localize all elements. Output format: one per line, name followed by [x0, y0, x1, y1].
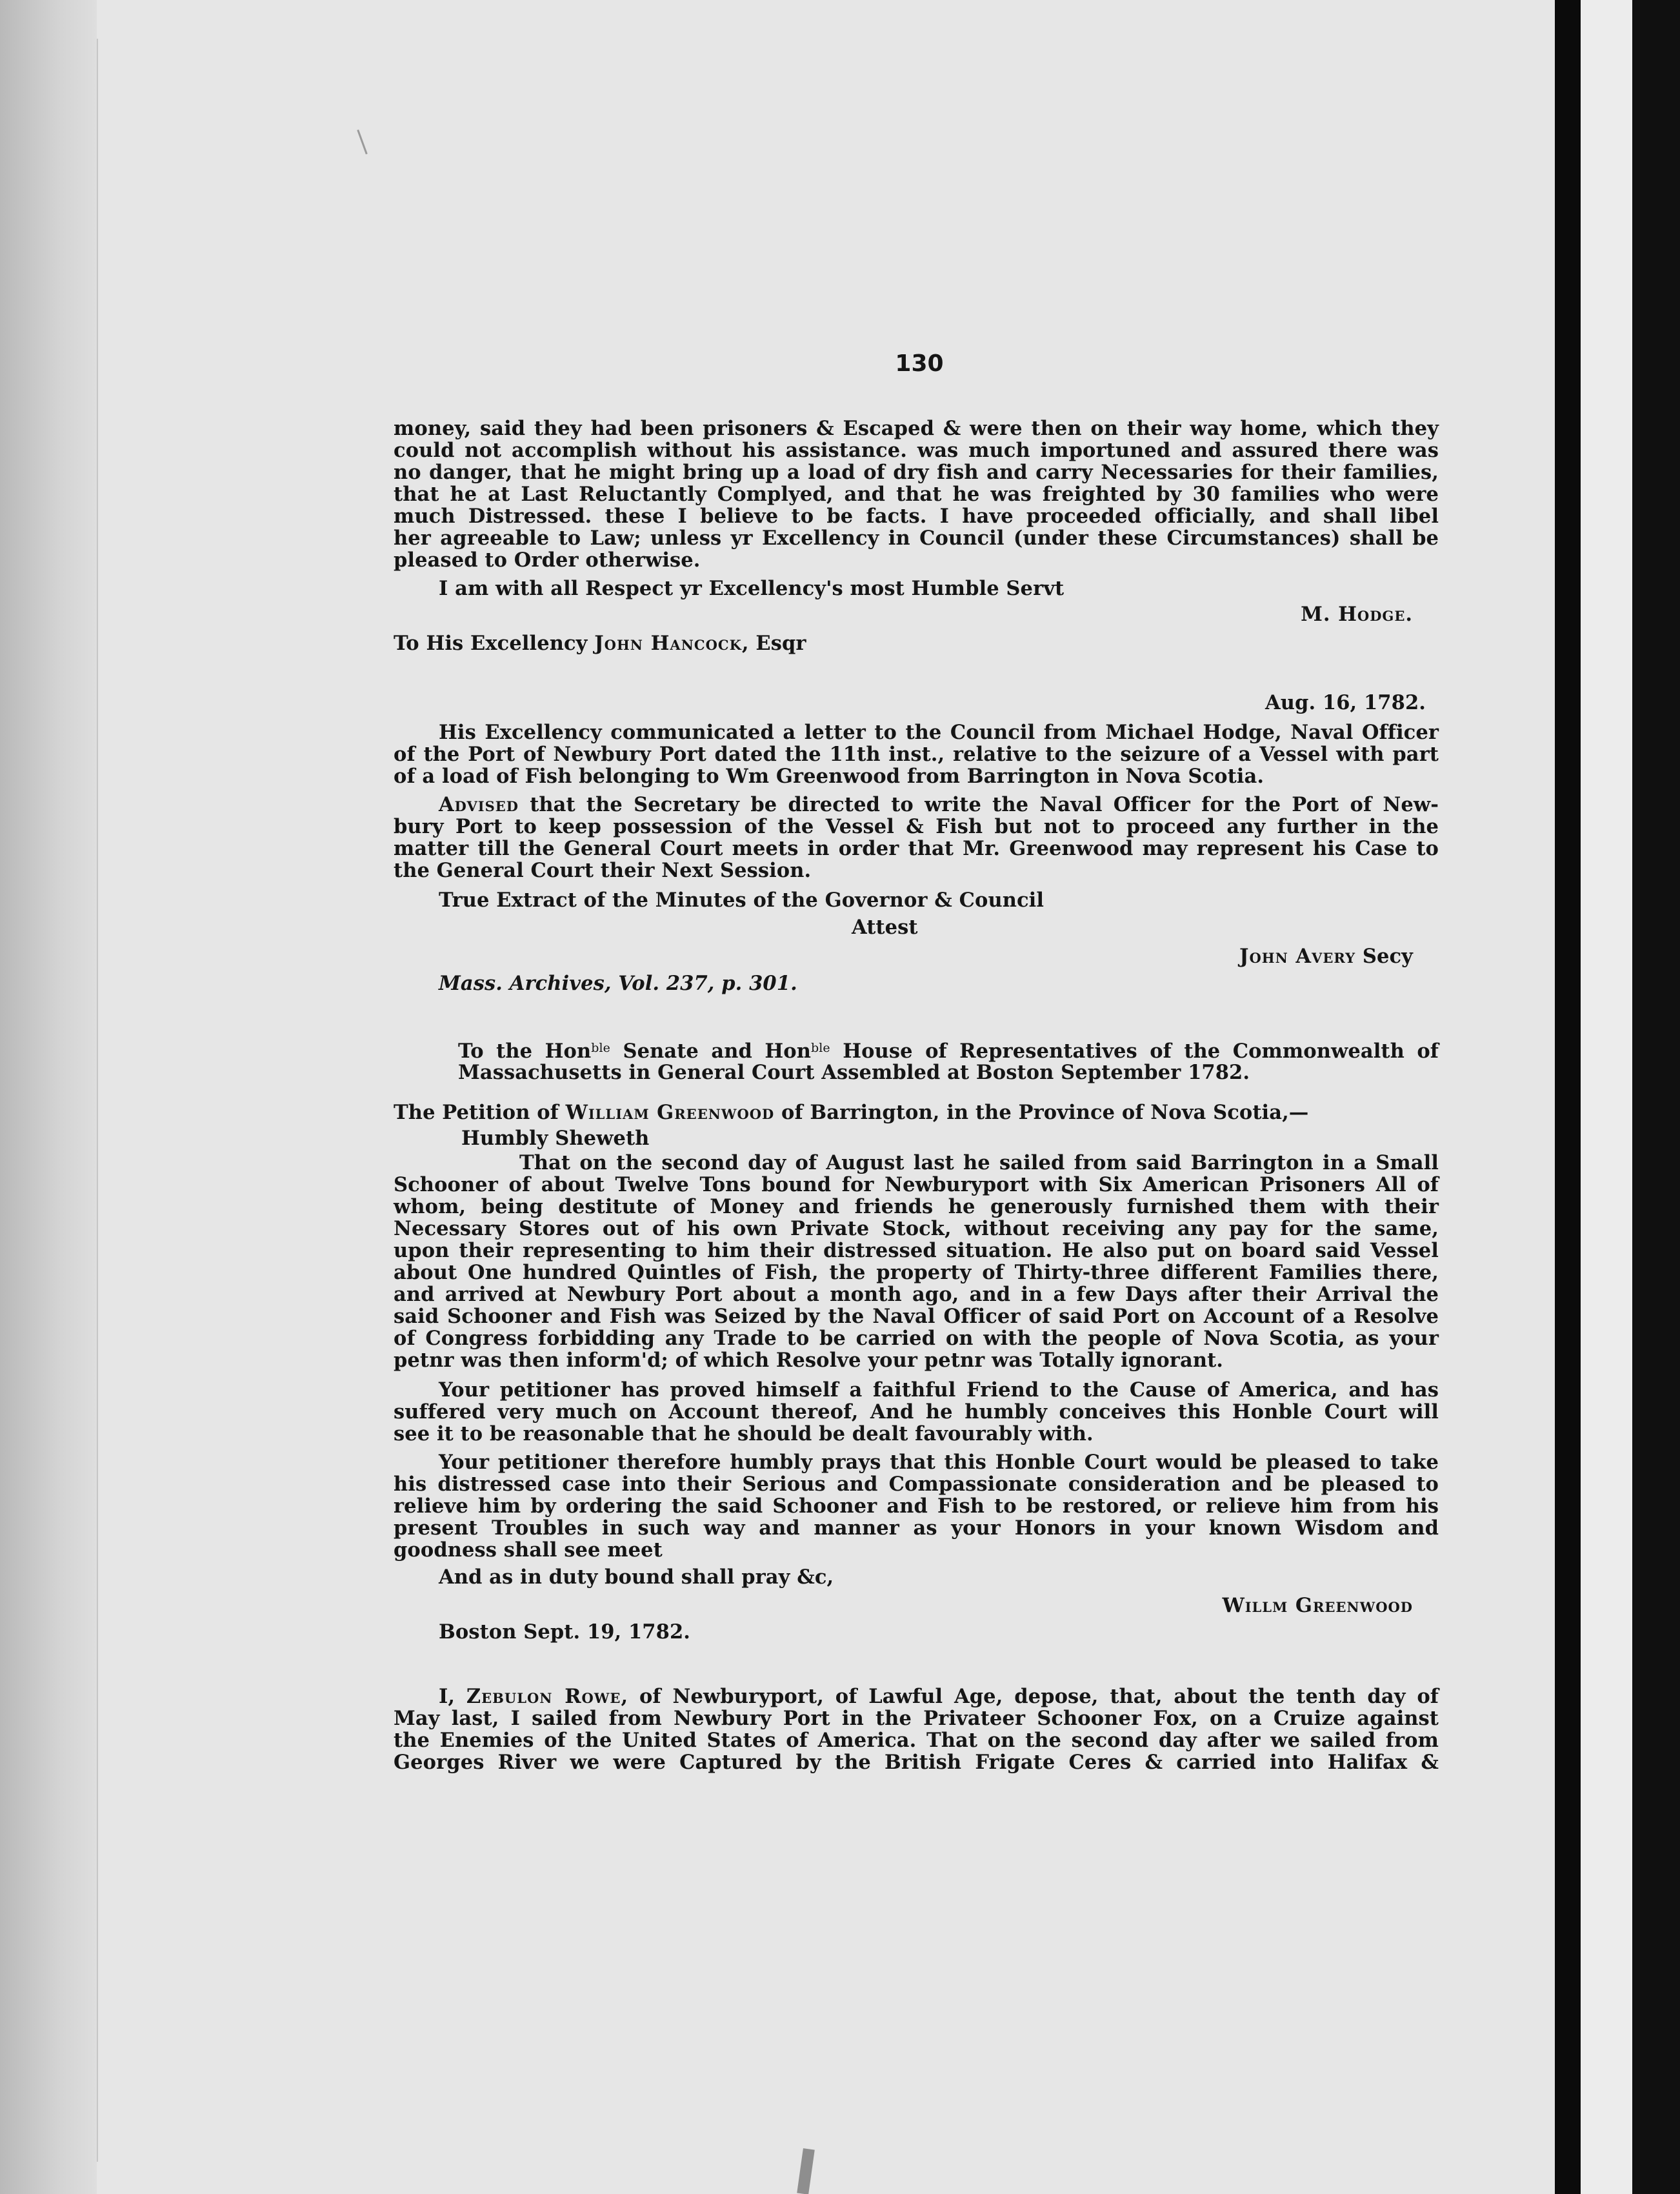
petition-line: Your petitioner therefore humbly prays that this Honble Court would be pleased to take: [439, 1451, 1439, 1474]
letter-line: no danger, that he might bring up a load of dry fish and carry Necessaries for their families,: [394, 461, 1439, 484]
letter-line: pleased to Order otherwise.: [394, 548, 701, 572]
letter-line: could not accomplish without his assistance. was much importuned and assured there was: [394, 439, 1439, 462]
petition-line: Schooner of about Twelve Tons bound for Newburyport with Six American Prisoners All of: [394, 1173, 1439, 1196]
petition-line: Your petitioner has proved himself a faithful Friend to the Cause of America, and has: [439, 1378, 1439, 1402]
petition-signature: [1032, 1595, 1413, 1616]
petition-line: relieve him by ordering the said Schooner and Fish to be restored, or relieve him from his: [394, 1495, 1439, 1518]
petition-address: [458, 1037, 1439, 1062]
signature-name: Willm Greenwood: [1222, 1594, 1413, 1617]
petition-place-date: Boston Sept. 19, 1782.: [439, 1620, 690, 1644]
letter-addressee: [394, 632, 806, 654]
deposition-line: the Enemies of the United States of America. That on the second day after we sailed from: [394, 1729, 1439, 1752]
deposition-text: I,: [439, 1685, 466, 1708]
minutes-line: His Excellency communicated a letter to the Council from Michael Hodge, Naval Officer: [439, 721, 1439, 744]
petition-intro: [394, 1102, 1308, 1123]
letter-closing: I am with all Respect yr Excellency's most Humble Servt: [439, 577, 1065, 600]
petition-text: was Totally ignorant.: [985, 1349, 1224, 1372]
deponent-name: Zebulon Rowe: [466, 1685, 621, 1708]
secretary-title: Secy: [1355, 945, 1413, 968]
intro-text: The Petition of: [394, 1101, 566, 1124]
letter-line: that he at Last Reluctantly Complyed, and that he was freighted by 30 families who were: [394, 483, 1439, 506]
superscript: ble: [810, 1041, 830, 1055]
minutes-line: bury Port to keep possession of the Vessel & Fish but not to proceed any further in the: [394, 815, 1439, 838]
addressee-prefix: To His Excellency: [394, 632, 588, 655]
address-text: House of Representatives of the Commonwealth of: [830, 1040, 1439, 1063]
true-extract: True Extract of the Minutes of the Governor & Council: [439, 889, 1045, 912]
advised-word: Advised: [439, 793, 519, 816]
petition-line: present Troubles in such way and manner as your Honors in your known Wisdom and: [394, 1516, 1439, 1540]
gutter-line: [97, 39, 98, 2162]
right-scan-border: [1555, 0, 1581, 2194]
right-outer-border: [1632, 0, 1680, 2194]
humbly-sheweth: Humbly Sheweth: [461, 1127, 650, 1150]
minutes-line: of the Port of Newbury Port dated the 11th inst., relative to the seizure of a Vessel with part: [394, 743, 1439, 766]
petition-text: petnr: [924, 1349, 985, 1372]
superscript: ble: [591, 1041, 611, 1055]
addressee-name: John Hancock: [594, 632, 742, 655]
petition-text: was then inform'd; of which Resolve your: [454, 1349, 925, 1372]
attest: Attest: [852, 916, 918, 939]
signature-name: M. Hodge.: [1301, 603, 1413, 626]
minutes-line: of a load of Fish belonging to Wm Greenwood from Barrington in Nova Scotia.: [394, 765, 1265, 788]
deposition-text: , of Newburyport, of Lawful Age, depose, that, about the tenth day of: [621, 1685, 1439, 1708]
deposition-line: May last, I sailed from Newbury Port in the Privateer Schooner Fox, on a Cruize against: [394, 1707, 1439, 1730]
petitioner-name: William Greenwood: [565, 1101, 775, 1124]
petition-line: whom, being destitute of Money and friends he generously furnished them with their: [394, 1195, 1439, 1218]
petition-line: [394, 1349, 1223, 1371]
page-number: 130: [895, 350, 944, 377]
minutes-line: matter till the General Court meets in order that Mr. Greenwood may represent his Case to: [394, 837, 1439, 860]
petition-line: goodness shall see meet: [394, 1538, 663, 1562]
letter-line: her agreeable to Law; unless yr Excellency in Council (under these Circumstances) shall be: [394, 527, 1439, 550]
secretary-signature: [1032, 945, 1413, 967]
petition-address-line2: Massachusetts in General Court Assembled at Boston September 1782.: [458, 1061, 1250, 1084]
petition-line: That on the second day of August last he sailed from said Barrington in a Small: [519, 1151, 1439, 1174]
minutes-text: that the Secretary be directed to write the Naval Officer for the Port of New-: [519, 793, 1439, 816]
petition-text: petnr: [394, 1349, 454, 1372]
petition-line: see it to be reasonable that he should be dealt favourably with.: [394, 1422, 1094, 1445]
deposition-line: [439, 1686, 1439, 1707]
letter-line: money, said they had been prisoners & Escaped & were then on their way home, which they: [394, 417, 1439, 440]
petition-pray: And as in duty bound shall pray &c,: [439, 1565, 834, 1589]
archive-citation: Mass. Archives, Vol. 237, p. 301.: [439, 972, 797, 995]
petition-line: and arrived at Newbury Port about a month ago, and in a few Days after their Arrival the: [394, 1283, 1439, 1306]
petition-line: Necessary Stores out of his own Private Stock, without receiving any pay for the same,: [394, 1217, 1439, 1240]
next-page-edge: [1581, 0, 1632, 2194]
address-text: To the Hon: [458, 1040, 592, 1063]
address-text: Senate and Hon: [610, 1040, 811, 1063]
petition-line: suffered very much on Account thereof, And he humbly conceives this Honble Court will: [394, 1400, 1439, 1424]
petition-line: his distressed case into their Serious and Compassionate consideration and be pleased to: [394, 1473, 1439, 1496]
addressee-suffix: , Esqr: [741, 632, 806, 655]
intro-text: of Barrington, in the Province of Nova Scotia,—: [774, 1101, 1309, 1124]
secretary-name: John Avery: [1239, 945, 1356, 968]
minutes-line: [439, 794, 1439, 816]
letter-signature: [1097, 603, 1413, 625]
petition-line: about One hundred Quintles of Fish, the property of Thirty-three different Families there,: [394, 1261, 1439, 1284]
petition-line: said Schooner and Fish was Seized by the Naval Officer of said Port on Account of a Resolve: [394, 1305, 1439, 1328]
minutes-date: Aug. 16, 1782.: [1265, 691, 1426, 714]
petition-line: of Congress forbidding any Trade to be carried on with the people of Nova Scotia, as your: [394, 1327, 1439, 1350]
minutes-line: the General Court their Next Session.: [394, 859, 812, 882]
petition-line: upon their representing to him their distressed situation. He also put on board said Vessel: [394, 1239, 1439, 1262]
letter-line: much Distressed. these I believe to be facts. I have proceeded officially, and shall libel: [394, 505, 1439, 528]
page-gutter-shadow: [0, 0, 97, 2194]
deposition-line: Georges River we were Captured by the British Frigate Ceres & carried into Halifax &: [394, 1751, 1439, 1774]
